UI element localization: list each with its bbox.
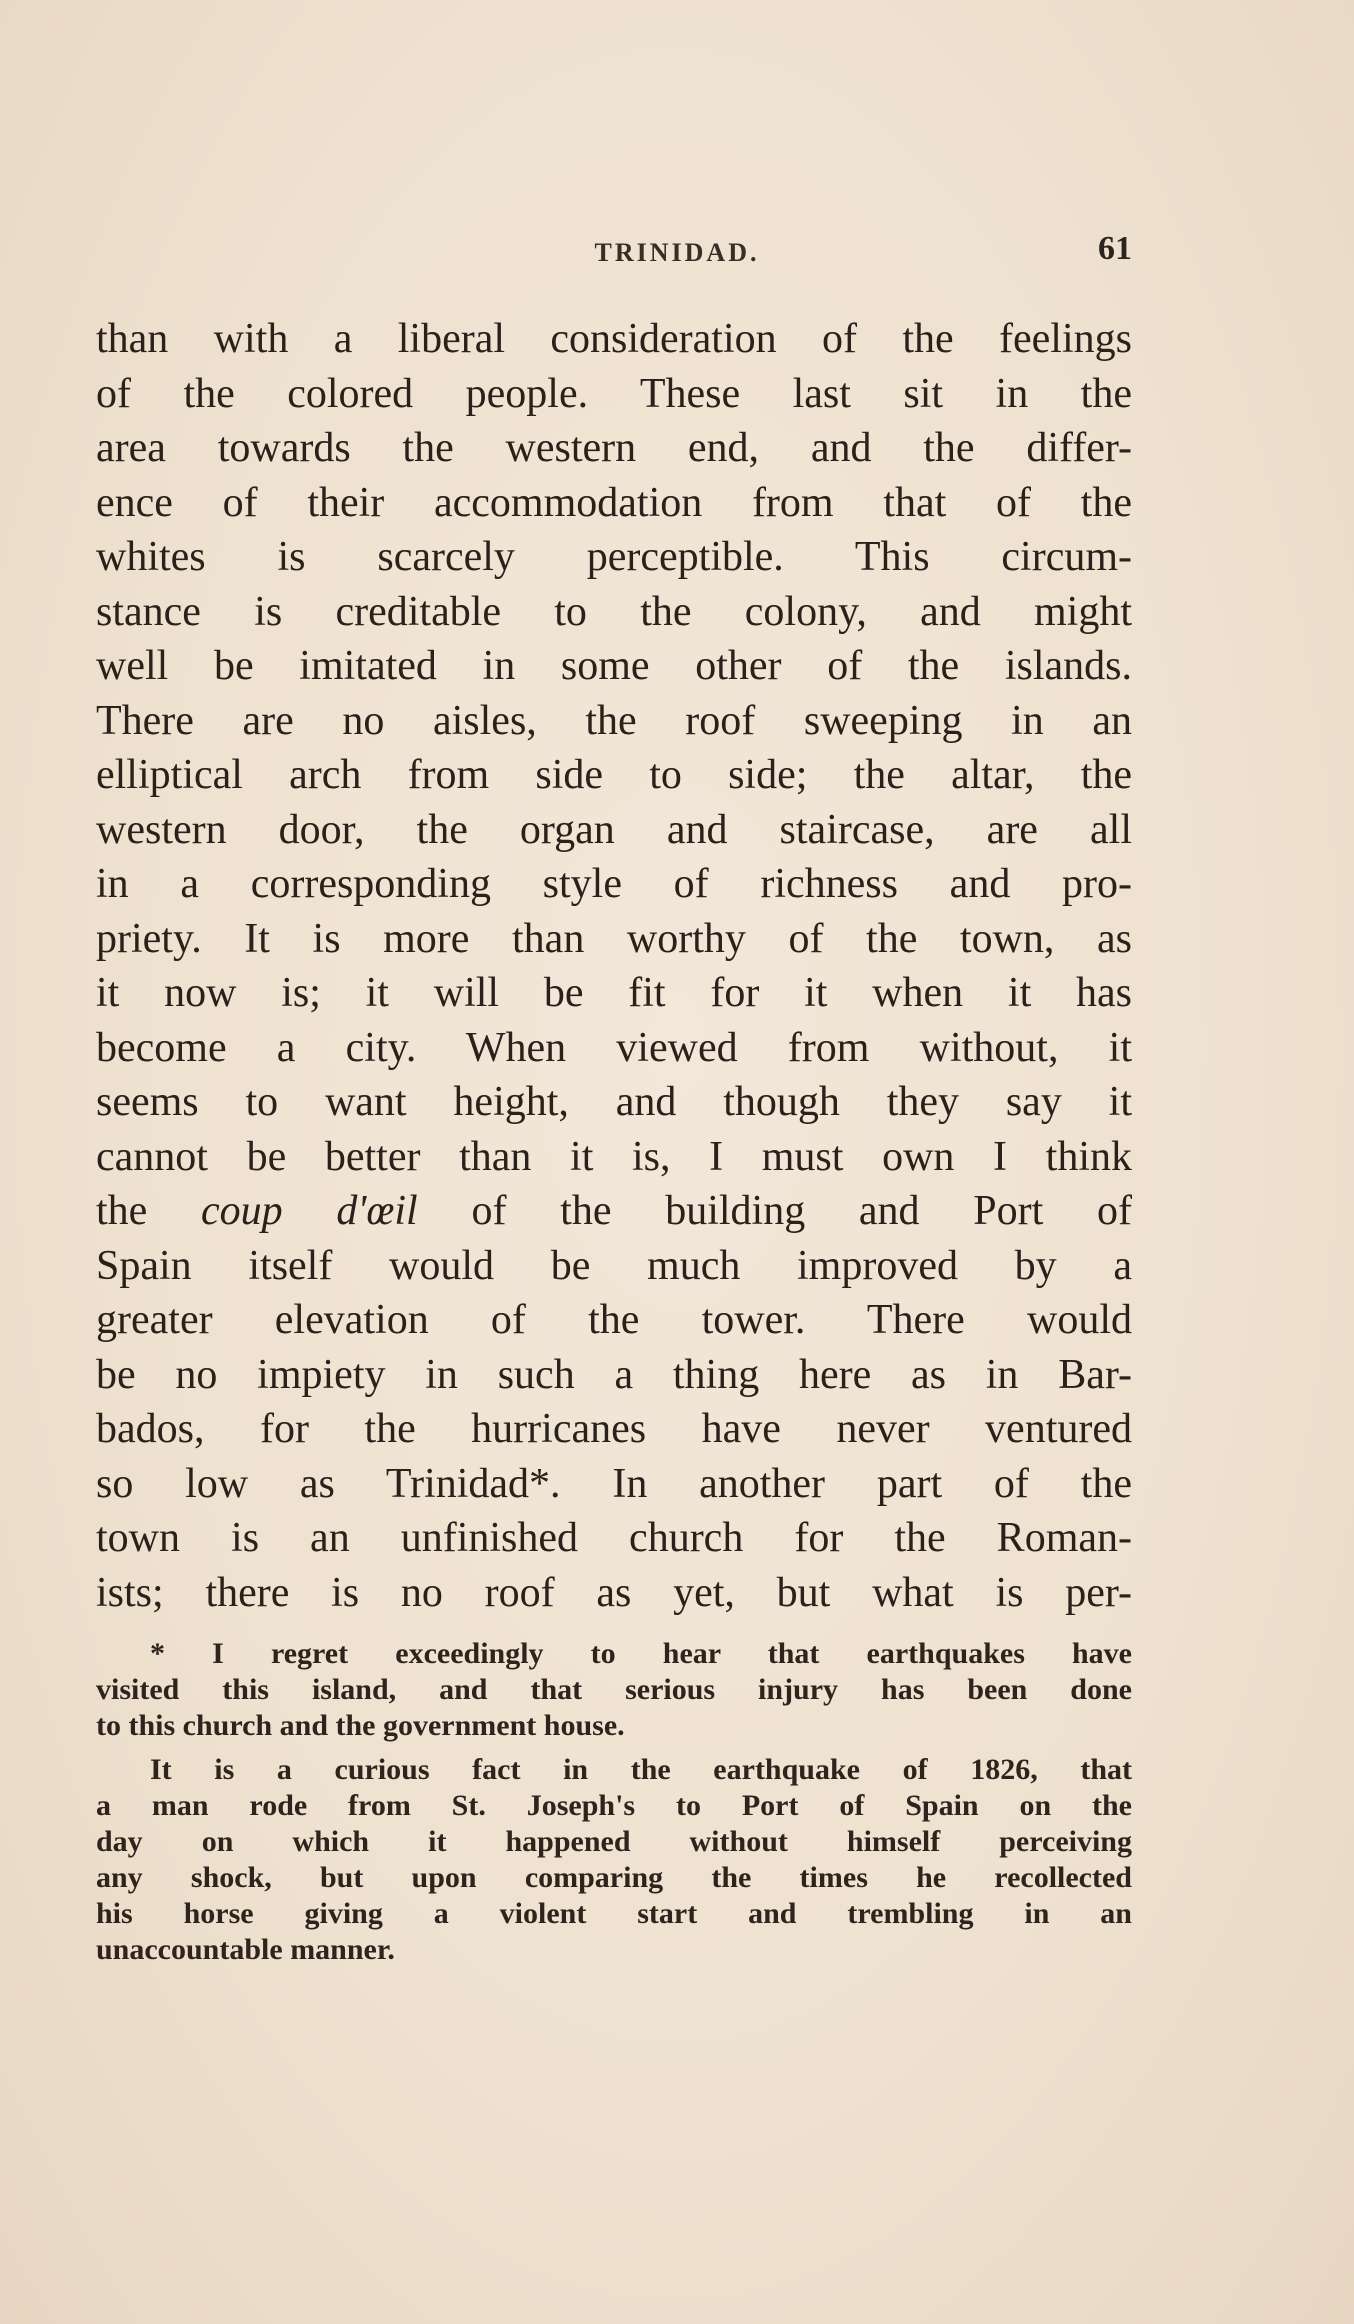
text-line: seems to want height, and though they say it [96,1079,1132,1125]
text-line: stance is creditable to the colony, and might [96,588,1132,635]
italic-phrase: coup d'œil [201,1188,418,1234]
text-line-with-italic [96,1184,1132,1239]
text-line: whites is scarcely perceptible. This circum- [96,534,1132,580]
text-fragment: of the building and Port of [471,1188,1132,1234]
text-line: it now is; it will be fit for it when it has [96,970,1132,1016]
footnote-line: * I regret exceedingly to hear that earthquakes have [150,1637,1132,1670]
footnote-line: unaccountable manner. [96,1933,395,1966]
text-line: area towards the western end, and the differ- [96,425,1132,471]
text-line: There are no aisles, the roof sweeping in an [96,697,1132,744]
page-number: 61 [1098,230,1132,267]
footnotes [96,1636,1132,1968]
text-line: greater elevation of the tower. There would [96,1297,1132,1343]
text-line: western door, the organ and staircase, are all [96,806,1132,853]
text-line: so low as Trinidad*. In another part of the [96,1460,1132,1507]
text-line: priety. It is more than worthy of the town, as [96,915,1132,962]
footnote-line: a man rode from St. Joseph's to Port of Spain on the [96,1789,1132,1822]
text-line: become a city. When viewed from without, it [96,1024,1132,1071]
text-line: town is an unfinished church for the Roman- [96,1515,1132,1561]
text-line: bados, for the hurricanes have never ventured [96,1406,1132,1452]
footnote-line: visited this island, and that serious injury has been done [96,1673,1132,1706]
footnote-line: day on which it happened without himself perceiving [96,1825,1132,1858]
footnote-line: to this church and the government house. [96,1709,625,1742]
text-line: Spain itself would be much improved by a [96,1242,1132,1289]
footnote-line: his horse giving a violent start and trembling in an [96,1897,1132,1930]
text-line: ists; there is no roof as yet, but what is per- [96,1569,1132,1616]
footnote-line: any shock, but upon comparing the times he recollected [96,1861,1132,1894]
text-fragment: the [96,1188,148,1234]
text-line: in a corresponding style of richness and pro- [96,861,1132,907]
text-line: than with a liberal consideration of the feelings [96,316,1132,362]
text-line: of the colored people. These last sit in the [96,370,1132,417]
text-line: ence of their accommodation from that of the [96,479,1132,526]
text-line: cannot be better than it is, I must own I think [96,1133,1132,1180]
text-line: be no impiety in such a thing here as in Bar- [96,1351,1132,1398]
text-line: well be imitated in some other of the islands. [96,643,1132,689]
running-header-title: TRINIDAD. [594,238,760,267]
body-text [96,312,1132,1620]
text-line: elliptical arch from side to side; the altar, the [96,752,1132,798]
footnote-line: It is a curious fact in the earthquake of 1826, that [150,1753,1132,1786]
